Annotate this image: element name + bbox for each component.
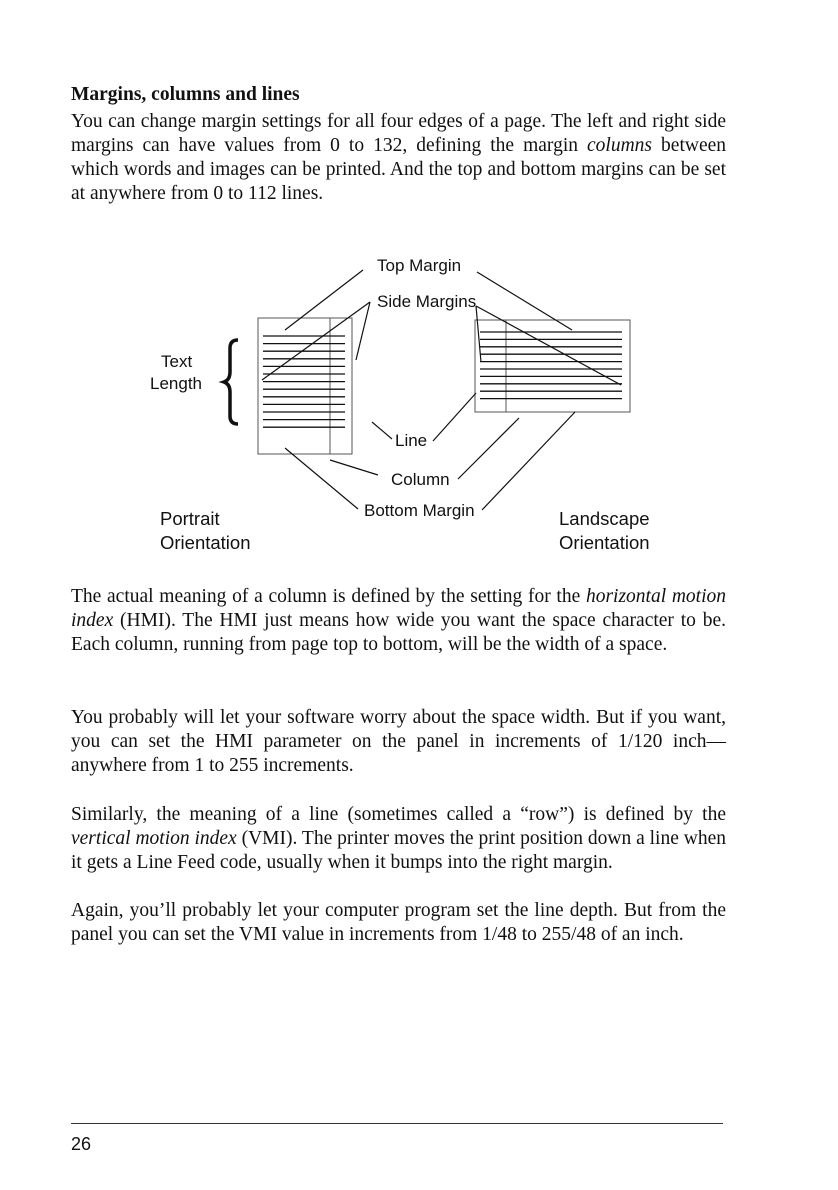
text-length-brace	[224, 340, 238, 424]
label-column: Column	[391, 470, 450, 489]
emphasis: columns	[587, 135, 653, 156]
text: (HMI). The HMI just means how wide you want the space character to be. Each column, running from page top to bottom, will be the width of a space.	[71, 610, 726, 655]
paragraph-hmi	[71, 585, 726, 657]
label-portrait-orientation	[160, 507, 251, 555]
text: Portrait	[160, 508, 220, 529]
footer-rule	[71, 1123, 723, 1124]
text: Similarly, the meaning of a line (sometimes called a “row”) is defined by the	[71, 804, 726, 825]
label-top-margin: Top Margin	[377, 256, 462, 275]
label-length: Length	[150, 374, 202, 393]
label-text: Text	[161, 352, 193, 371]
paragraph-vmi	[71, 803, 726, 875]
label-landscape-orientation	[559, 507, 650, 555]
label-side-margins: Side Margins	[377, 292, 477, 311]
paragraph-hmi-panel: You probably will let your software worry about the space width. But if you want, you can set the HMI parameter on the panel in increments of 1/120 inch— anywhere from 1 to 255 increments.	[71, 707, 726, 776]
text: between which words and images can be printed. And the top and bottom margins can be set at anywhere from 0 to 112 lines.	[71, 135, 727, 204]
page-number: 26	[71, 1134, 92, 1154]
text: Orientation	[559, 532, 650, 553]
text: Landscape	[559, 508, 650, 529]
section-heading: Margins, columns and lines	[71, 84, 300, 105]
emphasis: horizontal motion index	[71, 586, 726, 631]
emphasis: vertical motion index	[71, 828, 237, 849]
text: (VMI). The printer moves the print position down a line when it gets a Line Feed code, usually when it bumps into the right margin.	[71, 828, 726, 873]
landscape-text-lines	[480, 332, 622, 399]
text: The actual meaning of a column is defined by the setting for the	[71, 586, 586, 607]
label-bottom-margin: Bottom Margin	[364, 501, 475, 520]
label-line: Line	[395, 431, 428, 450]
portrait-page	[258, 318, 352, 454]
text: Orientation	[160, 532, 251, 553]
text: You can change margin settings for all four edges of a page. The left and right side margins can have values from 0 to 132, defining the margin	[71, 111, 726, 156]
paragraph-vmi-panel: Again, you’ll probably let your computer program set the line depth. But from the panel you can set the VMI value in increments from 1/48 to 255/48 of an inch.	[71, 900, 726, 945]
